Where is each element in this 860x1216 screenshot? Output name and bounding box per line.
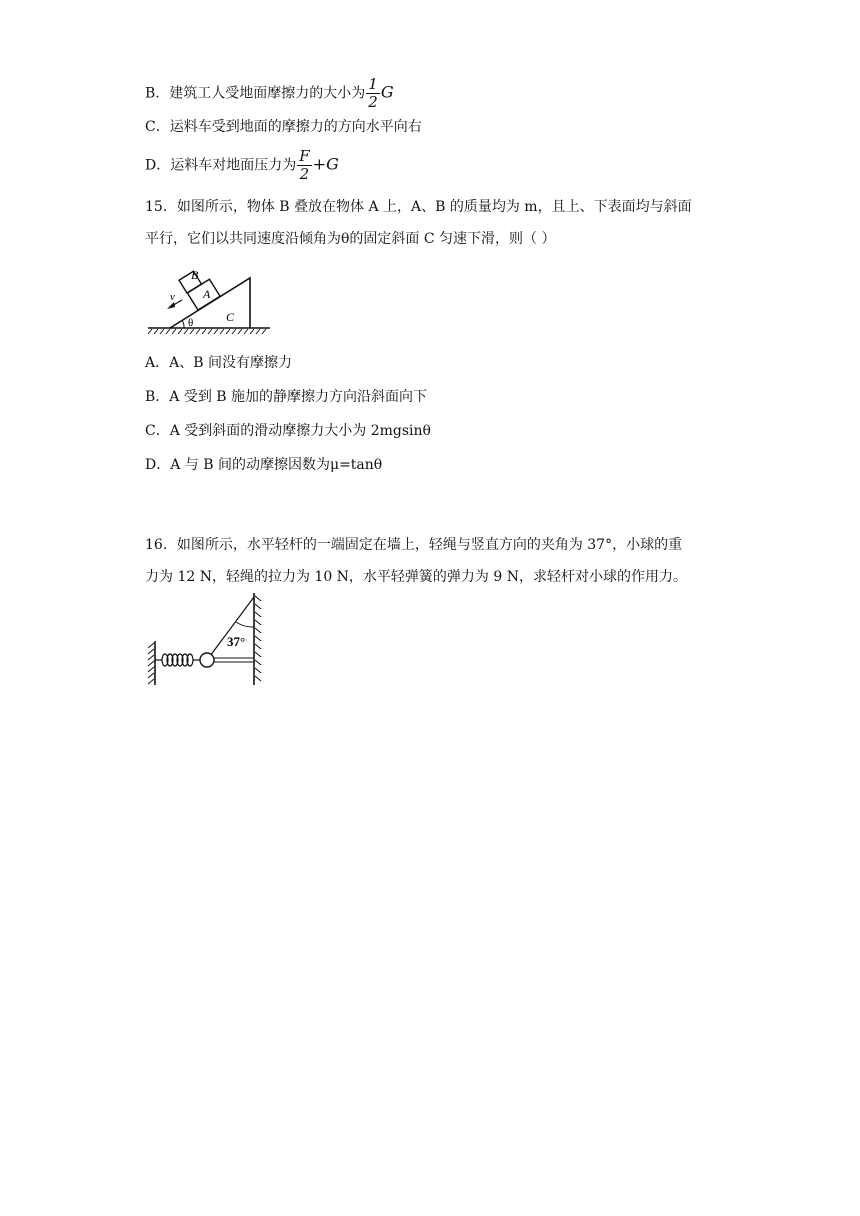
- q15-stem-line1: 15．如图所示，物体 B 叠放在物体 A 上，A、B 的质量均为 m，且上、下表面均与斜面: [145, 199, 692, 215]
- q15-stem-line2: 平行，它们以共同速度沿倾角为θ的固定斜面 C 匀速下滑，则（ ）: [145, 231, 556, 247]
- label-a: A: [203, 287, 211, 301]
- q15-option-b: B．A 受到 B 施加的静摩擦力方向沿斜面向下: [145, 389, 428, 405]
- label-b: B: [191, 268, 199, 282]
- angle-arc: [236, 622, 254, 627]
- label-v: v: [170, 291, 175, 303]
- q16-spring-rod-figure: [145, 593, 270, 688]
- label-c: C: [226, 310, 235, 324]
- q14-option-b: B．建筑工人受地面摩擦力的大小为 $\frac{1}{2}$ G: [145, 75, 394, 111]
- ball: [200, 653, 214, 667]
- q15-option-c: C．A 受到斜面的滑动摩擦力大小为 2mgsinθ: [145, 423, 431, 439]
- q15-option-a: A．A、B 间没有摩擦力: [145, 355, 292, 371]
- spring: [155, 654, 200, 666]
- label-theta: θ: [188, 317, 194, 329]
- rope: [207, 597, 254, 660]
- q14-option-b-fraction: $\frac{1}{2}$: [368, 75, 378, 111]
- q14-option-c: C．运料车受到地面的摩擦力的方向水平向右: [145, 119, 422, 135]
- q14-option-d-fraction: $\frac{F}{2}$: [299, 147, 310, 183]
- velocity-arrowhead: [167, 302, 175, 309]
- q15-incline-figure: [148, 258, 273, 336]
- q15-option-d: D．A 与 B 间的动摩擦因数为μ=tanθ: [145, 457, 383, 473]
- q16-stem-line2: 力为 12 N，轻绳的拉力为 10 N，水平轻弹簧的弹力为 9 N，求轻杆对小球的作用力。: [145, 569, 687, 585]
- q14-option-d: D．运料车对地面压力为 $\frac{F}{2}$ +G: [145, 147, 339, 183]
- label-37-degrees: 37°: [227, 634, 246, 649]
- q16-stem-line1: 16．如图所示，水平轻杆的一端固定在墙上，轻绳与竖直方向的夹角为 37°，小球的重: [145, 537, 683, 553]
